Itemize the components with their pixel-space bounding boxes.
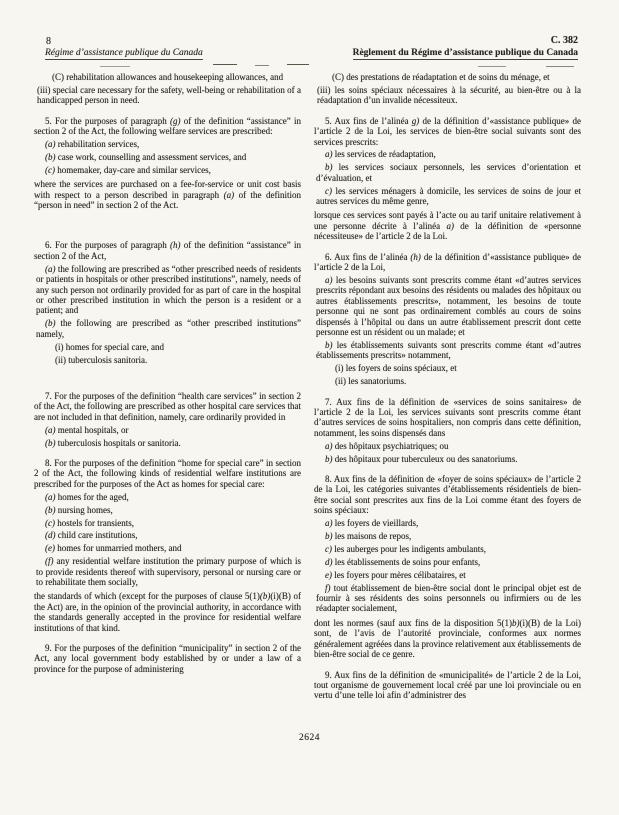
text-run: c)	[325, 185, 332, 196]
text-run: the standards of which (except for the purposes of clause 5(1)	[34, 591, 260, 602]
paragraph	[316, 544, 581, 554]
text-run: e)	[325, 569, 332, 580]
paragraph	[36, 543, 301, 553]
text-run: 8. For the purposes of the definition “home for special care” in section 2 of the Act, the following kinds of residential welfare institutions are prescribed for the purposes of the Act as homes for special care:	[34, 457, 301, 489]
text-run: (C) des prestations de réadaptation et de soins du ménage, et	[332, 72, 550, 82]
paragraph	[314, 252, 581, 273]
text-run: 7. Aux fins de la définition de «services de soins sanitaires» de l’article 2 de la Loi, les services suivants sont prescrits comme étant d’autres services de soins hospitaliers, non compris dans cette définition, notamment, les soins dispensés dans	[314, 396, 581, 438]
paragraph	[36, 530, 301, 540]
text-run: (d)	[45, 530, 56, 541]
header-rule-dash	[255, 65, 269, 66]
text-run: of the definition “person in need” in section 2 of the Act.	[34, 189, 301, 211]
text-run: f)	[325, 582, 331, 593]
header-rule-dash	[478, 66, 506, 67]
text-run: des hôpitaux pour tuberculeux ou des sanatoriums.	[332, 453, 518, 464]
text-run: (a)	[45, 424, 56, 435]
text-run: homes for unmarried mothers, and	[55, 543, 182, 554]
text-run: 7. For the purposes of the definition “health care services” in section 2 of the Act, the following are prescribed as other hospital care services that are not included in that definition, namely, care ordinarily provided in	[34, 390, 301, 422]
text-run: de la définition de «personne nécessiteuse» de l’article 2 de la Loi.	[314, 220, 581, 242]
header-chapter-ref: C. 382	[550, 35, 578, 46]
header-page-number: 8	[46, 36, 51, 47]
text-run: (C) rehabilitation allowances and housekeeping allowances, and	[52, 72, 284, 82]
paragraph	[36, 556, 301, 587]
text-run: 5. Aux fins de l’alinéa	[325, 115, 412, 126]
text-run: 8. Aux fins de la définition de «foyer de soins spéciaux» de l’article 2 de la Loi, les catégories suivantes d’établissements résidentiels de bien-être social sont prescrites aux fins de la Loi comme étant des foyers de soins spéciaux:	[314, 474, 581, 516]
text-run: homes for the aged,	[55, 491, 129, 502]
left-column-english-text	[34, 72, 301, 674]
text-run: (b)	[45, 318, 56, 329]
text-run: a)	[325, 518, 333, 529]
text-run: (iii) les soins spéciaux nécessaires à la sécurité, au bien-être ou à la réadaptation d’un invalide nécessiteux.	[317, 84, 581, 106]
text-run: a)	[325, 149, 333, 160]
text-run: child care institutions,	[55, 530, 138, 541]
text-run: (iii) special care necessary for the safety, well-being or rehabilitation of a handicapped person in need.	[37, 84, 301, 106]
text-run: case work, counselling and assessment services, and	[55, 151, 247, 162]
text-run: 9. For the purposes of the definition “municipality” in section 2 of the Act, any local government body established by or under a law of a province for the purpose of administering	[34, 643, 301, 674]
text-run: (a)	[45, 491, 56, 502]
text-run: des hôpitaux psychiatriques; ou	[332, 440, 449, 451]
paragraph	[36, 492, 301, 502]
paragraph	[46, 72, 301, 82]
paragraph	[36, 342, 301, 352]
text-run: b)	[325, 339, 333, 350]
header-rule-dash	[100, 66, 130, 67]
text-run: (h)	[410, 251, 421, 262]
text-run: b)	[325, 162, 333, 173]
paragraph	[34, 643, 301, 674]
text-run: (b)	[45, 504, 56, 515]
text-run: (ii) les sanatoriums.	[335, 376, 407, 387]
paragraph	[37, 85, 301, 106]
paragraph	[316, 363, 581, 373]
text-run: les établissements suivants sont prescrits comme étant «d’autres établissements prescrits» notamment,	[316, 339, 581, 361]
paragraph	[316, 340, 581, 361]
text-run: b)	[325, 453, 333, 464]
text-run: (b)	[259, 591, 271, 602]
text-run: 9. Aux fins de la définition de «municipalité» de l’article 2 de la Loi, tout organisme de gouvernement local créé par une loi provinciale ou en vertu d’une telle loi afin d’administrer des	[314, 669, 581, 701]
text-run: a)	[446, 220, 454, 231]
text-run: of the definition “assistance” in section 2 of the Act, the following welfare services are prescribed:	[34, 115, 301, 137]
paragraph	[34, 458, 301, 489]
text-run: the following are prescribed as “other prescribed institutions” namely,	[36, 318, 301, 339]
footer-page-number: 2624	[299, 733, 320, 743]
paragraph	[36, 165, 301, 175]
text-run: b)	[325, 531, 333, 542]
paragraph	[314, 618, 581, 660]
text-run: les besoins suivants sont prescrits comme étant «d’autres services prescrits répondant aux besoins des résidents ou malades des hôpitaux ou autres établissements prescrits», notamment, les besoins de toute personne qui ne sont pas ordinairement comblés au cours de soins dispensés à l’hôpital ou dans un autre établissement prescrit dont cette personne est un résident ou un malade; et	[316, 275, 581, 338]
paragraph	[316, 376, 581, 386]
text-run: les foyers pour mères célibataires, et	[332, 569, 466, 580]
text-run: a)	[325, 440, 333, 451]
paragraph	[317, 85, 581, 106]
paragraph	[36, 139, 301, 149]
text-run: (i)(B) of the Act) are, in the opinion of the provincial authority, in accordance with the standards generally accepted in the province for residential welfare institutions of that kind.	[34, 591, 301, 633]
text-run: (i) homes for special care, and	[55, 341, 164, 352]
text-run: nursing homes,	[55, 504, 113, 515]
text-run: les services sociaux personnels, les services d’orientation et d’évaluation, et	[316, 162, 581, 183]
text-run: (b)	[45, 437, 56, 448]
paragraph	[36, 518, 301, 528]
header-rule-dash	[546, 66, 574, 67]
paragraph	[316, 557, 581, 567]
text-run: 6. For the purposes of paragraph	[45, 240, 170, 251]
text-run: les foyers de vieillards,	[332, 518, 419, 529]
paragraph	[34, 240, 301, 261]
text-run: 5. For the purposes of paragraph	[45, 115, 170, 126]
paragraph	[36, 438, 301, 448]
paragraph	[316, 275, 581, 337]
text-run: a)	[325, 275, 333, 285]
paragraph	[316, 186, 581, 207]
paragraph	[314, 116, 581, 147]
text-run: (c)	[45, 517, 55, 528]
running-head-right: Règlement du Régime d’assistance publique du Canada	[352, 48, 578, 58]
text-run: where the services are purchased on a fee-for-service or unit cost basis with respect to a person described in paragraph	[34, 179, 301, 200]
paragraph	[316, 454, 581, 464]
text-run: any residential welfare institution the primary purpose of which is to provide residents thereof with supervisory, personal or nursing care or to rehabilitate them socially,	[36, 556, 301, 588]
text-run: c)	[325, 543, 332, 554]
paragraph	[314, 670, 581, 701]
text-run: (f)	[45, 556, 54, 567]
paragraph	[314, 210, 581, 241]
text-run: (g)	[169, 115, 181, 126]
paragraph	[34, 591, 301, 633]
paragraph	[316, 162, 581, 183]
text-run: (a)	[223, 189, 235, 200]
text-run: b)	[512, 617, 520, 628]
paragraph	[314, 397, 581, 439]
paragraph	[316, 531, 581, 541]
paragraph	[36, 152, 301, 162]
header-rule-dash	[287, 64, 309, 65]
text-run: homemaker, day-care and similar services,	[55, 164, 211, 175]
header-rule-dash	[213, 64, 237, 65]
paragraph	[34, 179, 301, 210]
paragraph	[316, 570, 581, 580]
text-run: les établissements de soins pour enfants,	[332, 556, 481, 567]
paragraph	[316, 583, 581, 614]
paragraph	[34, 391, 301, 422]
text-run: hostels for transients,	[55, 517, 134, 528]
text-run: de la définition d’«assistance publique» de l’article 2 de la Loi,	[314, 251, 581, 273]
paragraph	[36, 264, 301, 316]
paragraph	[316, 518, 581, 528]
text-run: 6. Aux fins de l’alinéa	[325, 251, 411, 262]
text-run: les services ménagers à domicile, les services de soins de jour et autres services du même genre,	[316, 185, 581, 207]
text-run: (b)	[45, 151, 56, 162]
text-run: (a)	[45, 139, 56, 150]
paragraph	[36, 505, 301, 515]
text-run: dont les normes (sauf aux fins de la disposition 5(1)	[314, 617, 512, 628]
text-run: (i)(B) de la Loi) sont, de l’avis de l’autorité provinciale, conformes aux normes généralement agréées dans la province relativement aux établissements de bien-être social de ce genre.	[314, 617, 581, 660]
text-run: les services de réadaptation,	[332, 149, 436, 160]
text-run: of the definition “assistance” in section 2 of the Act,	[34, 240, 301, 261]
text-run: les maisons de repos,	[332, 531, 412, 542]
text-run: tuberculosis hospitals or sanitoria.	[55, 437, 181, 448]
text-run: d)	[325, 556, 333, 567]
text-run: (c)	[45, 164, 55, 175]
right-column-french-text	[314, 72, 581, 701]
paragraph	[34, 116, 301, 137]
text-run: de la définition d’«assistance publique» de l’article 2 de la Loi, les services de bien-être social suivants sont des services prescrits:	[314, 115, 581, 147]
text-run: rehabilitation services,	[55, 139, 140, 150]
paragraph	[36, 355, 301, 365]
text-run: (h)	[169, 240, 181, 251]
paragraph	[314, 474, 581, 516]
paragraph	[36, 318, 301, 339]
text-run: g)	[411, 115, 420, 126]
paragraph	[316, 441, 581, 451]
text-run: tout établissement de bien-être social dont le principal objet est de fournir à ses résidents des soins personnels ou infirmiers ou de les réadapter socialement,	[316, 582, 581, 614]
text-run: (ii) tuberculosis sanitoria.	[55, 354, 148, 365]
text-run: (i) les foyers de soins spéciaux, et	[335, 363, 457, 374]
text-run: lorsque ces services sont payés à l’acte ou au tarif unitaire relativement à une personne décrite à l’alinéa	[314, 210, 581, 231]
paragraph	[326, 72, 581, 82]
text-run: les auberges pour les indigents ambulants,	[332, 543, 487, 554]
paragraph	[316, 149, 581, 159]
text-run: (e)	[45, 543, 55, 554]
paragraph	[36, 425, 301, 435]
text-run: (a)	[45, 263, 56, 274]
text-run: mental hospitals, or	[55, 424, 129, 435]
running-head-left: Régime d’assistance publique du Canada	[45, 48, 203, 58]
text-run: the following are prescribed as “other prescribed needs of residents or patients in hospitals or other prescribed institutions”, namely, needs of any such person not ordinarily provided for as part of care in the hospital or other prescribed institution in which the person is a resident or a patient; and	[36, 263, 301, 316]
